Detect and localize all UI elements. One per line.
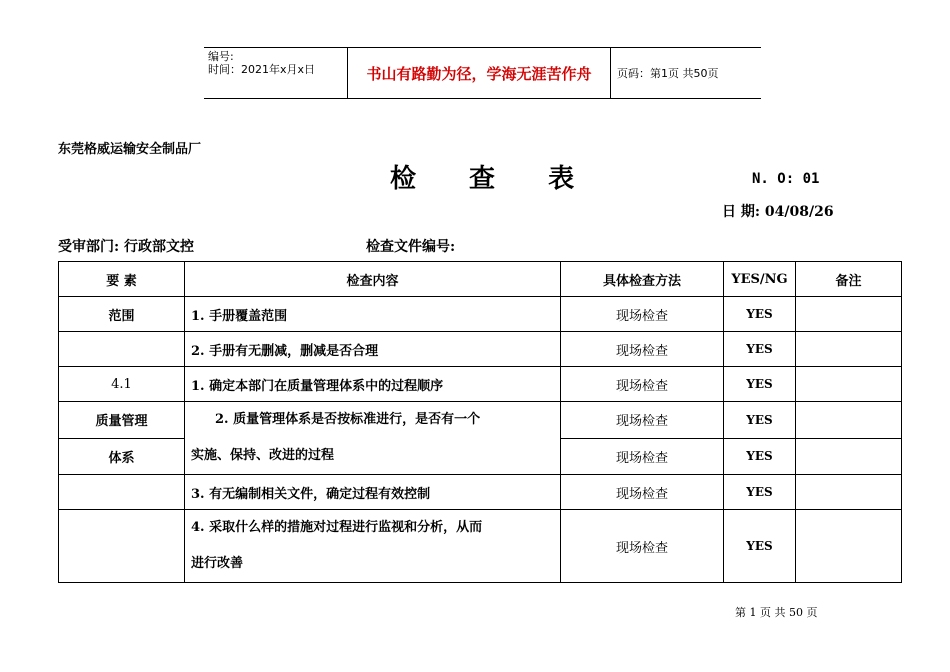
page-title: 检 查 表 <box>390 164 597 194</box>
document-date: 日 期: 04/08/26 <box>722 204 834 220</box>
method-cell: 现场检查 <box>561 475 724 510</box>
content-cell: 2. 手册有无删减，删减是否合理 <box>185 332 561 367</box>
header-content: 检查内容 <box>185 262 561 297</box>
note-cell <box>796 510 902 583</box>
note-cell <box>796 297 902 332</box>
result-cell: YES <box>724 402 796 439</box>
note-cell <box>796 367 902 402</box>
serial-label: 编号: <box>208 50 234 63</box>
document-number: N. O: 01 <box>752 171 820 187</box>
table-row <box>59 510 902 583</box>
element-cell: 4.1 <box>59 367 185 402</box>
content-line: 2. 质量管理体系是否按标准进行，是否有一个 <box>215 412 481 427</box>
content-cell: 1. 确定本部门在质量管理体系中的过程顺序 <box>185 367 561 402</box>
result-cell: YES <box>724 475 796 510</box>
company-name: 东莞格威运输安全制品厂 <box>58 142 202 157</box>
method-cell: 现场检查 <box>561 332 724 367</box>
method-cell: 现场检查 <box>561 402 724 439</box>
element-cell: 体系 <box>59 438 185 475</box>
method-cell: 现场检查 <box>561 510 724 583</box>
document-file-number: 检查文件编号: <box>366 239 456 255</box>
element-cell <box>59 475 185 510</box>
note-cell <box>796 402 902 439</box>
document-header <box>204 47 761 99</box>
note-cell <box>796 438 902 475</box>
result-cell: YES <box>724 332 796 367</box>
result-cell: YES <box>724 367 796 402</box>
result-cell: YES <box>724 438 796 475</box>
content-line: 实施、保持、改进的过程 <box>191 448 335 463</box>
header-method: 具体检查方法 <box>561 262 724 297</box>
header-meta <box>204 48 348 98</box>
method-cell: 现场检查 <box>561 297 724 332</box>
header-element: 要 素 <box>59 262 185 297</box>
table-row <box>59 367 902 402</box>
table-row <box>59 475 902 510</box>
audited-department: 受审部门: 行政部文控 <box>58 239 195 255</box>
header-motto: 书山有路勤为径，学海无涯苦作舟 <box>348 48 611 98</box>
page-footer: 第 1 页 共 50 页 <box>735 606 818 619</box>
header-page: 页码：第1页 共50页 <box>617 67 719 80</box>
table-row <box>59 297 902 332</box>
time-label: 时间：2021年x月x日 <box>208 63 316 76</box>
content-cell: 1. 手册覆盖范围 <box>185 297 561 332</box>
result-cell: YES <box>724 510 796 583</box>
method-cell: 现场检查 <box>561 367 724 402</box>
table-row <box>59 332 902 367</box>
element-cell: 质量管理 <box>59 402 185 439</box>
header-note: 备注 <box>796 262 902 297</box>
method-cell: 现场检查 <box>561 438 724 475</box>
header-result: YES/NG <box>724 262 796 297</box>
content-cell: 3. 有无编制相关文件，确定过程有效控制 <box>185 475 561 510</box>
table-row <box>59 402 902 439</box>
element-cell: 范围 <box>59 297 185 332</box>
content-line: 进行改善 <box>191 556 244 571</box>
note-cell <box>796 332 902 367</box>
note-cell <box>796 475 902 510</box>
content-line: 4. 采取什么样的措施对过程进行监视和分析，从而 <box>191 520 483 535</box>
checklist-table <box>58 261 902 583</box>
element-cell <box>59 332 185 367</box>
table-header-row <box>59 262 902 297</box>
content-cell <box>185 402 561 475</box>
content-cell <box>185 510 561 583</box>
element-cell <box>59 510 185 583</box>
result-cell: YES <box>724 297 796 332</box>
